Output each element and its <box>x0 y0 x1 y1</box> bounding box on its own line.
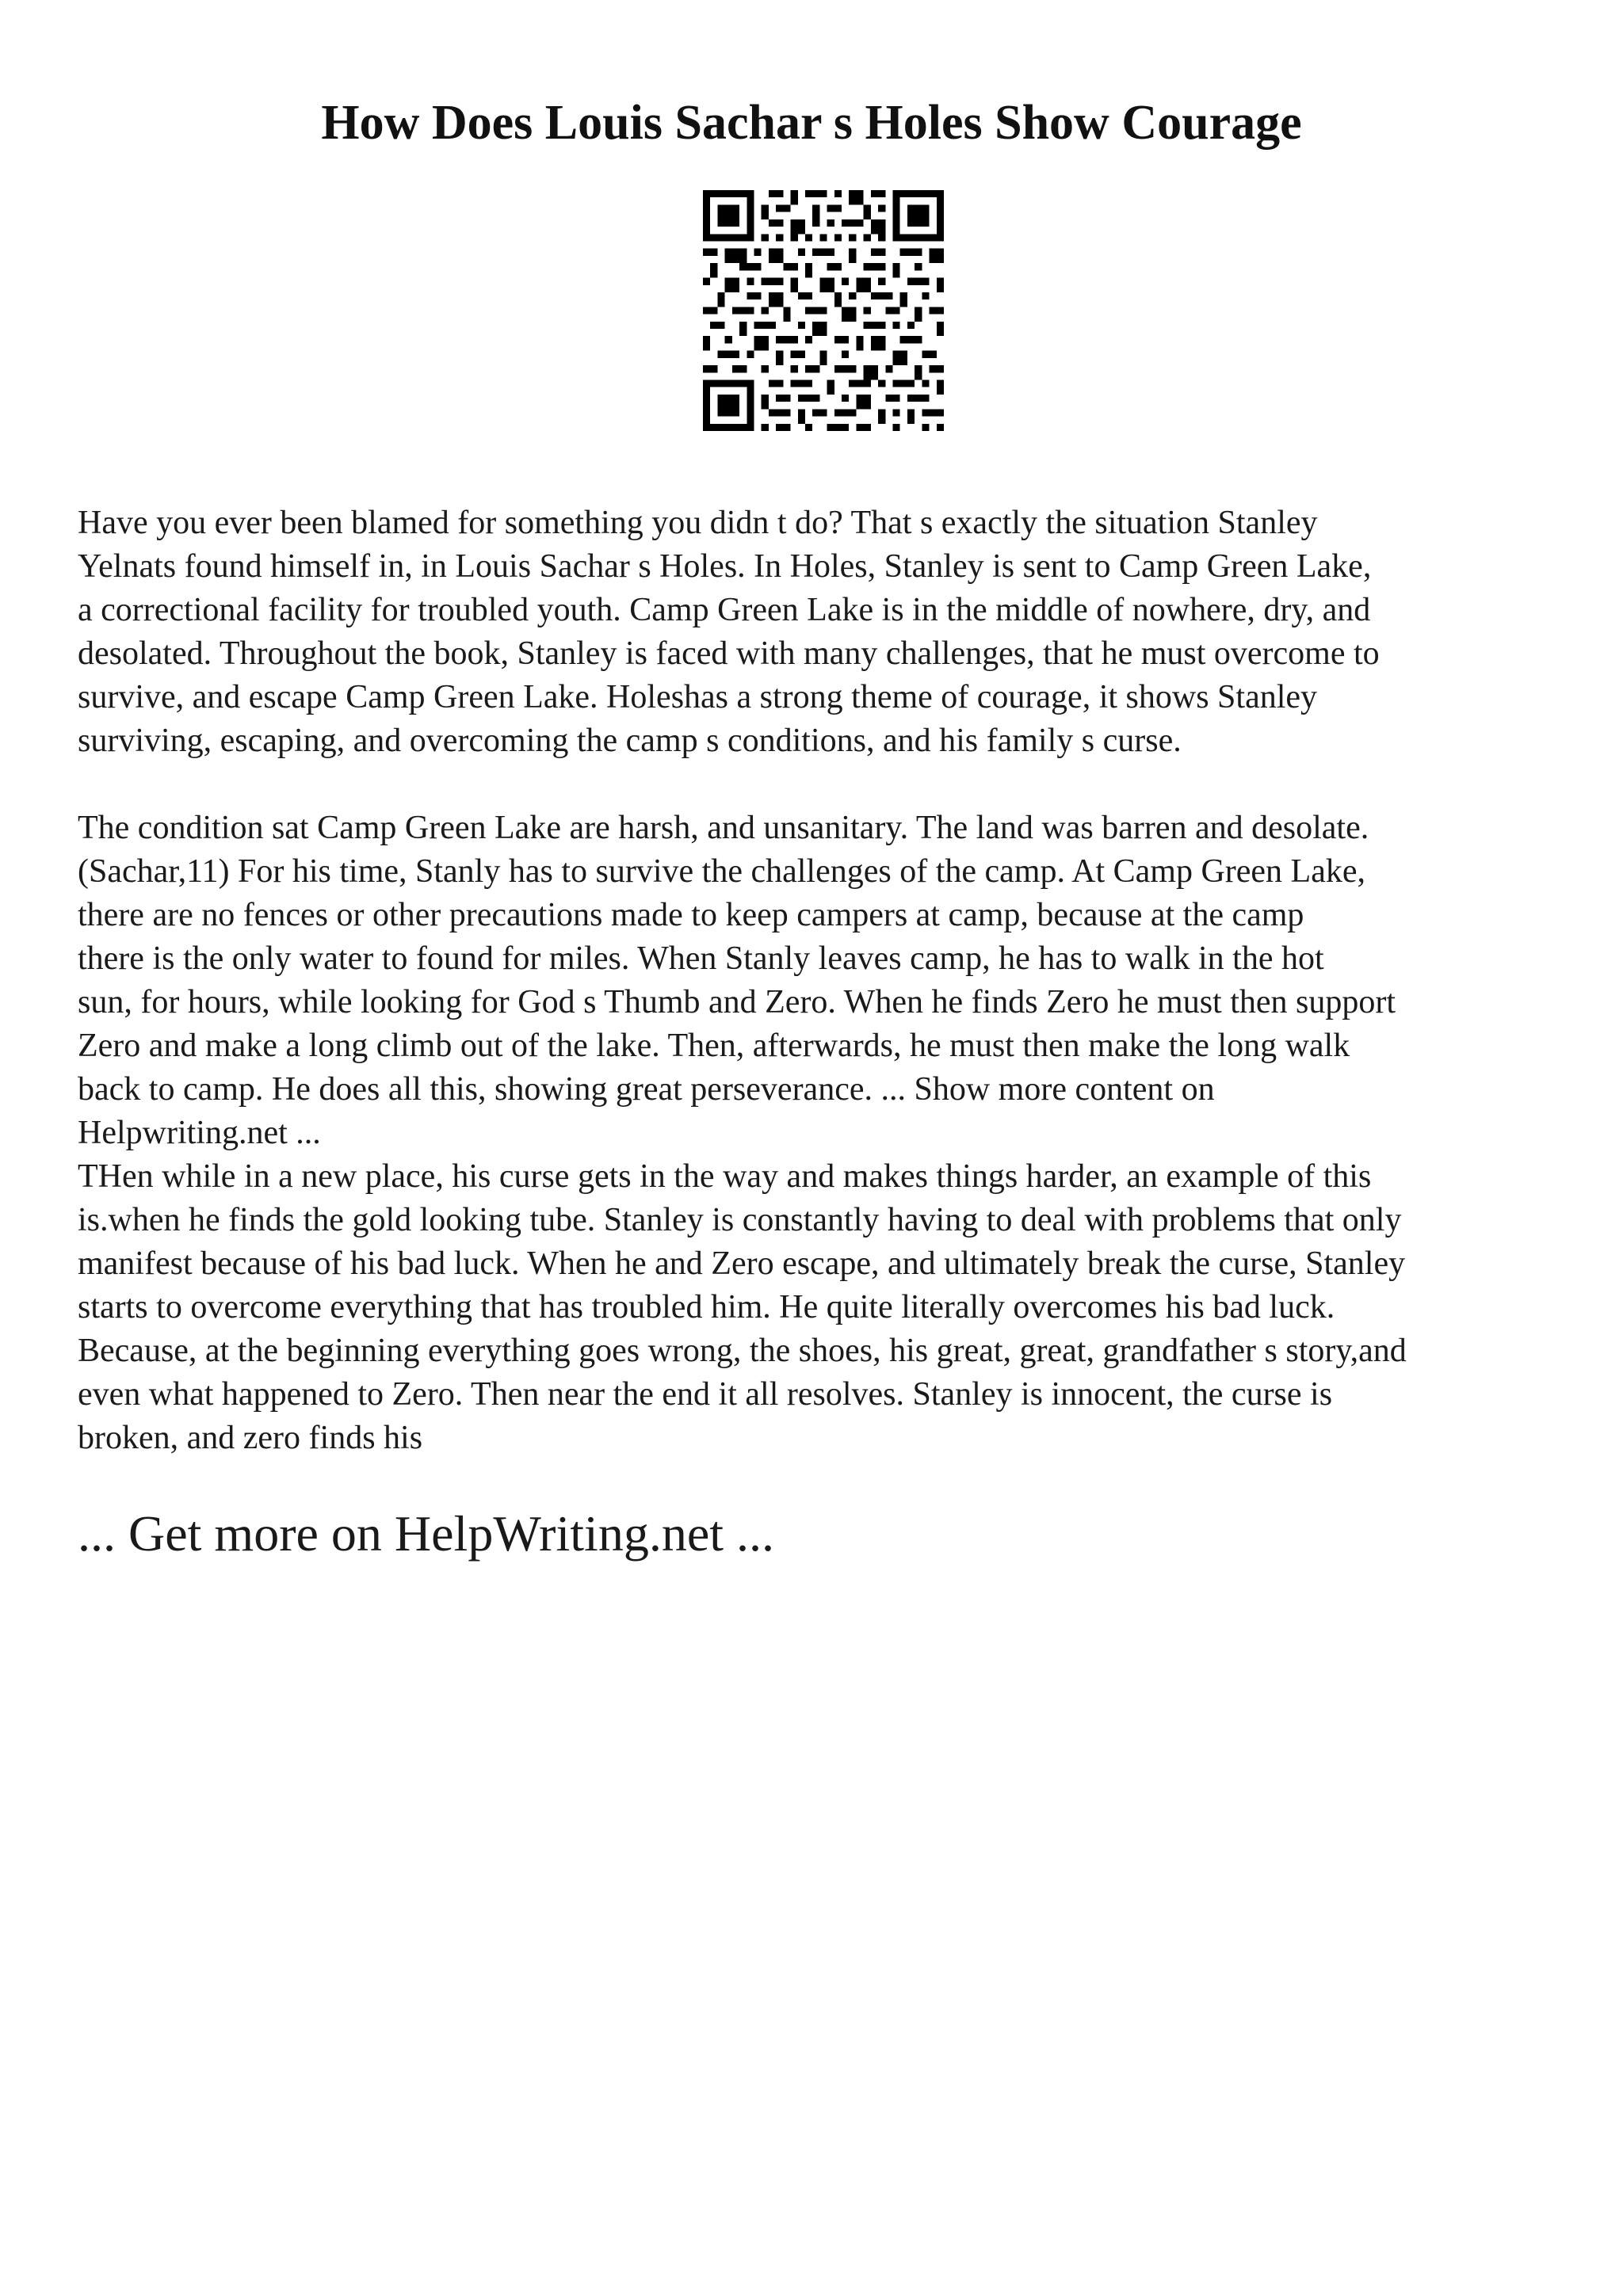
document-title: How Does Louis Sachar s Holes Show Courage <box>321 96 1302 150</box>
text-line: Yelnats found himself in, in Louis Sachar s Holes. In Holes, Stanley is sent to Camp Green Lake, <box>78 548 1372 585</box>
text-line: survive, and escape Camp Green Lake. Holeshas a strong theme of courage, it shows Stanley <box>78 679 1318 715</box>
text-line: Helpwriting.net ... <box>78 1115 321 1151</box>
text-line: Zero and make a long climb out of the lake. Then, afterwards, he must then make the long walk <box>78 1028 1350 1064</box>
text-line: sun, for hours, while looking for God s Thumb and Zero. When he finds Zero he must then support <box>78 984 1396 1020</box>
text-line: Have you ever been blamed for something you didn t do? That s exactly the situation Stanley <box>78 505 1318 541</box>
text-line: there is the only water to found for miles. When Stanly leaves camp, he has to walk in the hot <box>78 940 1324 977</box>
text-line: (Sachar,11) For his time, Stanly has to survive the challenges of the camp. At Camp Green Lake, <box>78 853 1365 890</box>
paragraph-3 <box>78 1155 1568 1460</box>
qr-code <box>703 190 944 431</box>
text-line: starts to overcome everything that has troubled him. He quite literally overcomes his bad luck. <box>78 1289 1335 1325</box>
text-line: is.when he finds the gold looking tube. Stanley is constantly having to deal with problems that only <box>78 1202 1402 1238</box>
text-line: even what happened to Zero. Then near the end it all resolves. Stanley is innocent, the curse is <box>78 1376 1333 1413</box>
text-line: there are no fences or other precautions made to keep campers at camp, because at the camp <box>78 897 1304 933</box>
text-line: surviving, escaping, and overcoming the camp s conditions, and his family s curse. <box>78 723 1182 759</box>
text-line: desolated. Throughout the book, Stanley is faced with many challenges, that he must overcome to <box>78 635 1380 672</box>
text-line: Because, at the beginning everything goes wrong, the shoes, his great, great, grandfather s story,and <box>78 1333 1407 1369</box>
qr-code-icon <box>703 190 944 431</box>
paragraph-gap <box>78 763 1568 807</box>
essay-body <box>78 502 1568 1460</box>
text-line: a correctional facility for troubled youth. Camp Green Lake is in the middle of nowhere, dry, and <box>78 592 1371 628</box>
text-line: THen while in a new place, his curse gets in the way and makes things harder, an example of this <box>78 1158 1372 1195</box>
text-line: back to camp. He does all this, showing great perseverance. ... Show more content on <box>78 1071 1215 1108</box>
paragraph-1 <box>78 502 1568 763</box>
text-line: manifest because of his bad luck. When he and Zero escape, and ultimately break the curse, Stanley <box>78 1245 1406 1282</box>
text-line: broken, and zero finds his <box>78 1420 423 1456</box>
text-line: The condition sat Camp Green Lake are harsh, and unsanitary. The land was barren and desolate. <box>78 810 1369 846</box>
get-more-link[interactable]: ... Get more on HelpWriting.net ... <box>78 1505 774 1562</box>
paragraph-2 <box>78 807 1568 1155</box>
